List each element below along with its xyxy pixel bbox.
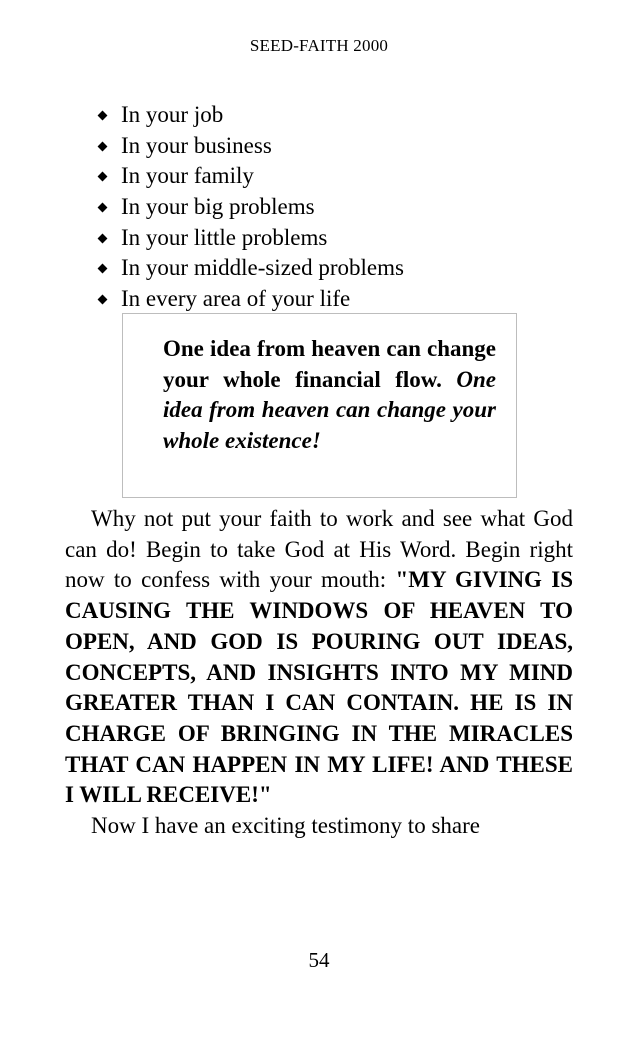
- running-header: SEED-FAITH 2000: [249, 36, 389, 55]
- diamond-bullet-icon: [98, 172, 108, 182]
- list-item: [96, 284, 404, 315]
- list-item: [96, 100, 404, 131]
- paragraph-text: Why not put your faith to work and see what God can do! Begin to take God at His Word. Begin right now to confess with your mouth:: [65, 506, 573, 593]
- diamond-bullet-icon: [98, 202, 108, 212]
- paragraph: [65, 811, 573, 842]
- diamond-bullet-icon: [98, 264, 108, 274]
- list-item-text: In your business: [121, 132, 272, 158]
- paragraph: [65, 504, 573, 811]
- list-item-text: In your middle-sized problems: [121, 255, 404, 281]
- diamond-bullet-icon: [98, 141, 108, 151]
- list-item: [96, 161, 404, 192]
- list-item-text: In every area of your life: [121, 286, 351, 312]
- diamond-bullet-icon: [98, 233, 108, 243]
- list-item: [96, 223, 404, 254]
- diamond-bullet-icon: [98, 295, 108, 305]
- paragraph-text: Now I have an exciting testimony to share: [91, 813, 480, 839]
- list-item-text: In your job: [121, 102, 224, 127]
- list-item: [96, 192, 404, 223]
- confession-text: "MY GIVING IS CAUSING THE WINDOWS OF HEAVEN TO OPEN, AND GOD IS POURING OUT IDEAS, CONCEPTS, AND INSIGHTS INTO MY MIND GREATER THAN I CAN CONTAIN. HE IS IN CHARGE OF BRINGING IN THE MIRACLES THAT CAN HAPPEN IN MY LIFE! AND THESE I WILL RECEIVE!": [65, 567, 573, 808]
- bullet-list: [96, 100, 404, 315]
- page-number: 54: [308, 948, 330, 972]
- list-item: [96, 131, 404, 162]
- callout-text-italic: One idea from heaven can change your whole existence!: [163, 366, 496, 453]
- list-item-text: In your family: [121, 163, 254, 189]
- list-item-text: In your big problems: [121, 194, 315, 220]
- list-item-text: In your little problems: [121, 224, 328, 250]
- callout-text: [141, 334, 496, 456]
- list-item: [96, 253, 404, 284]
- callout-text-regular: One idea from heaven can change your whole financial flow.: [163, 336, 496, 392]
- body-text: [65, 504, 573, 842]
- diamond-bullet-icon: [98, 110, 108, 120]
